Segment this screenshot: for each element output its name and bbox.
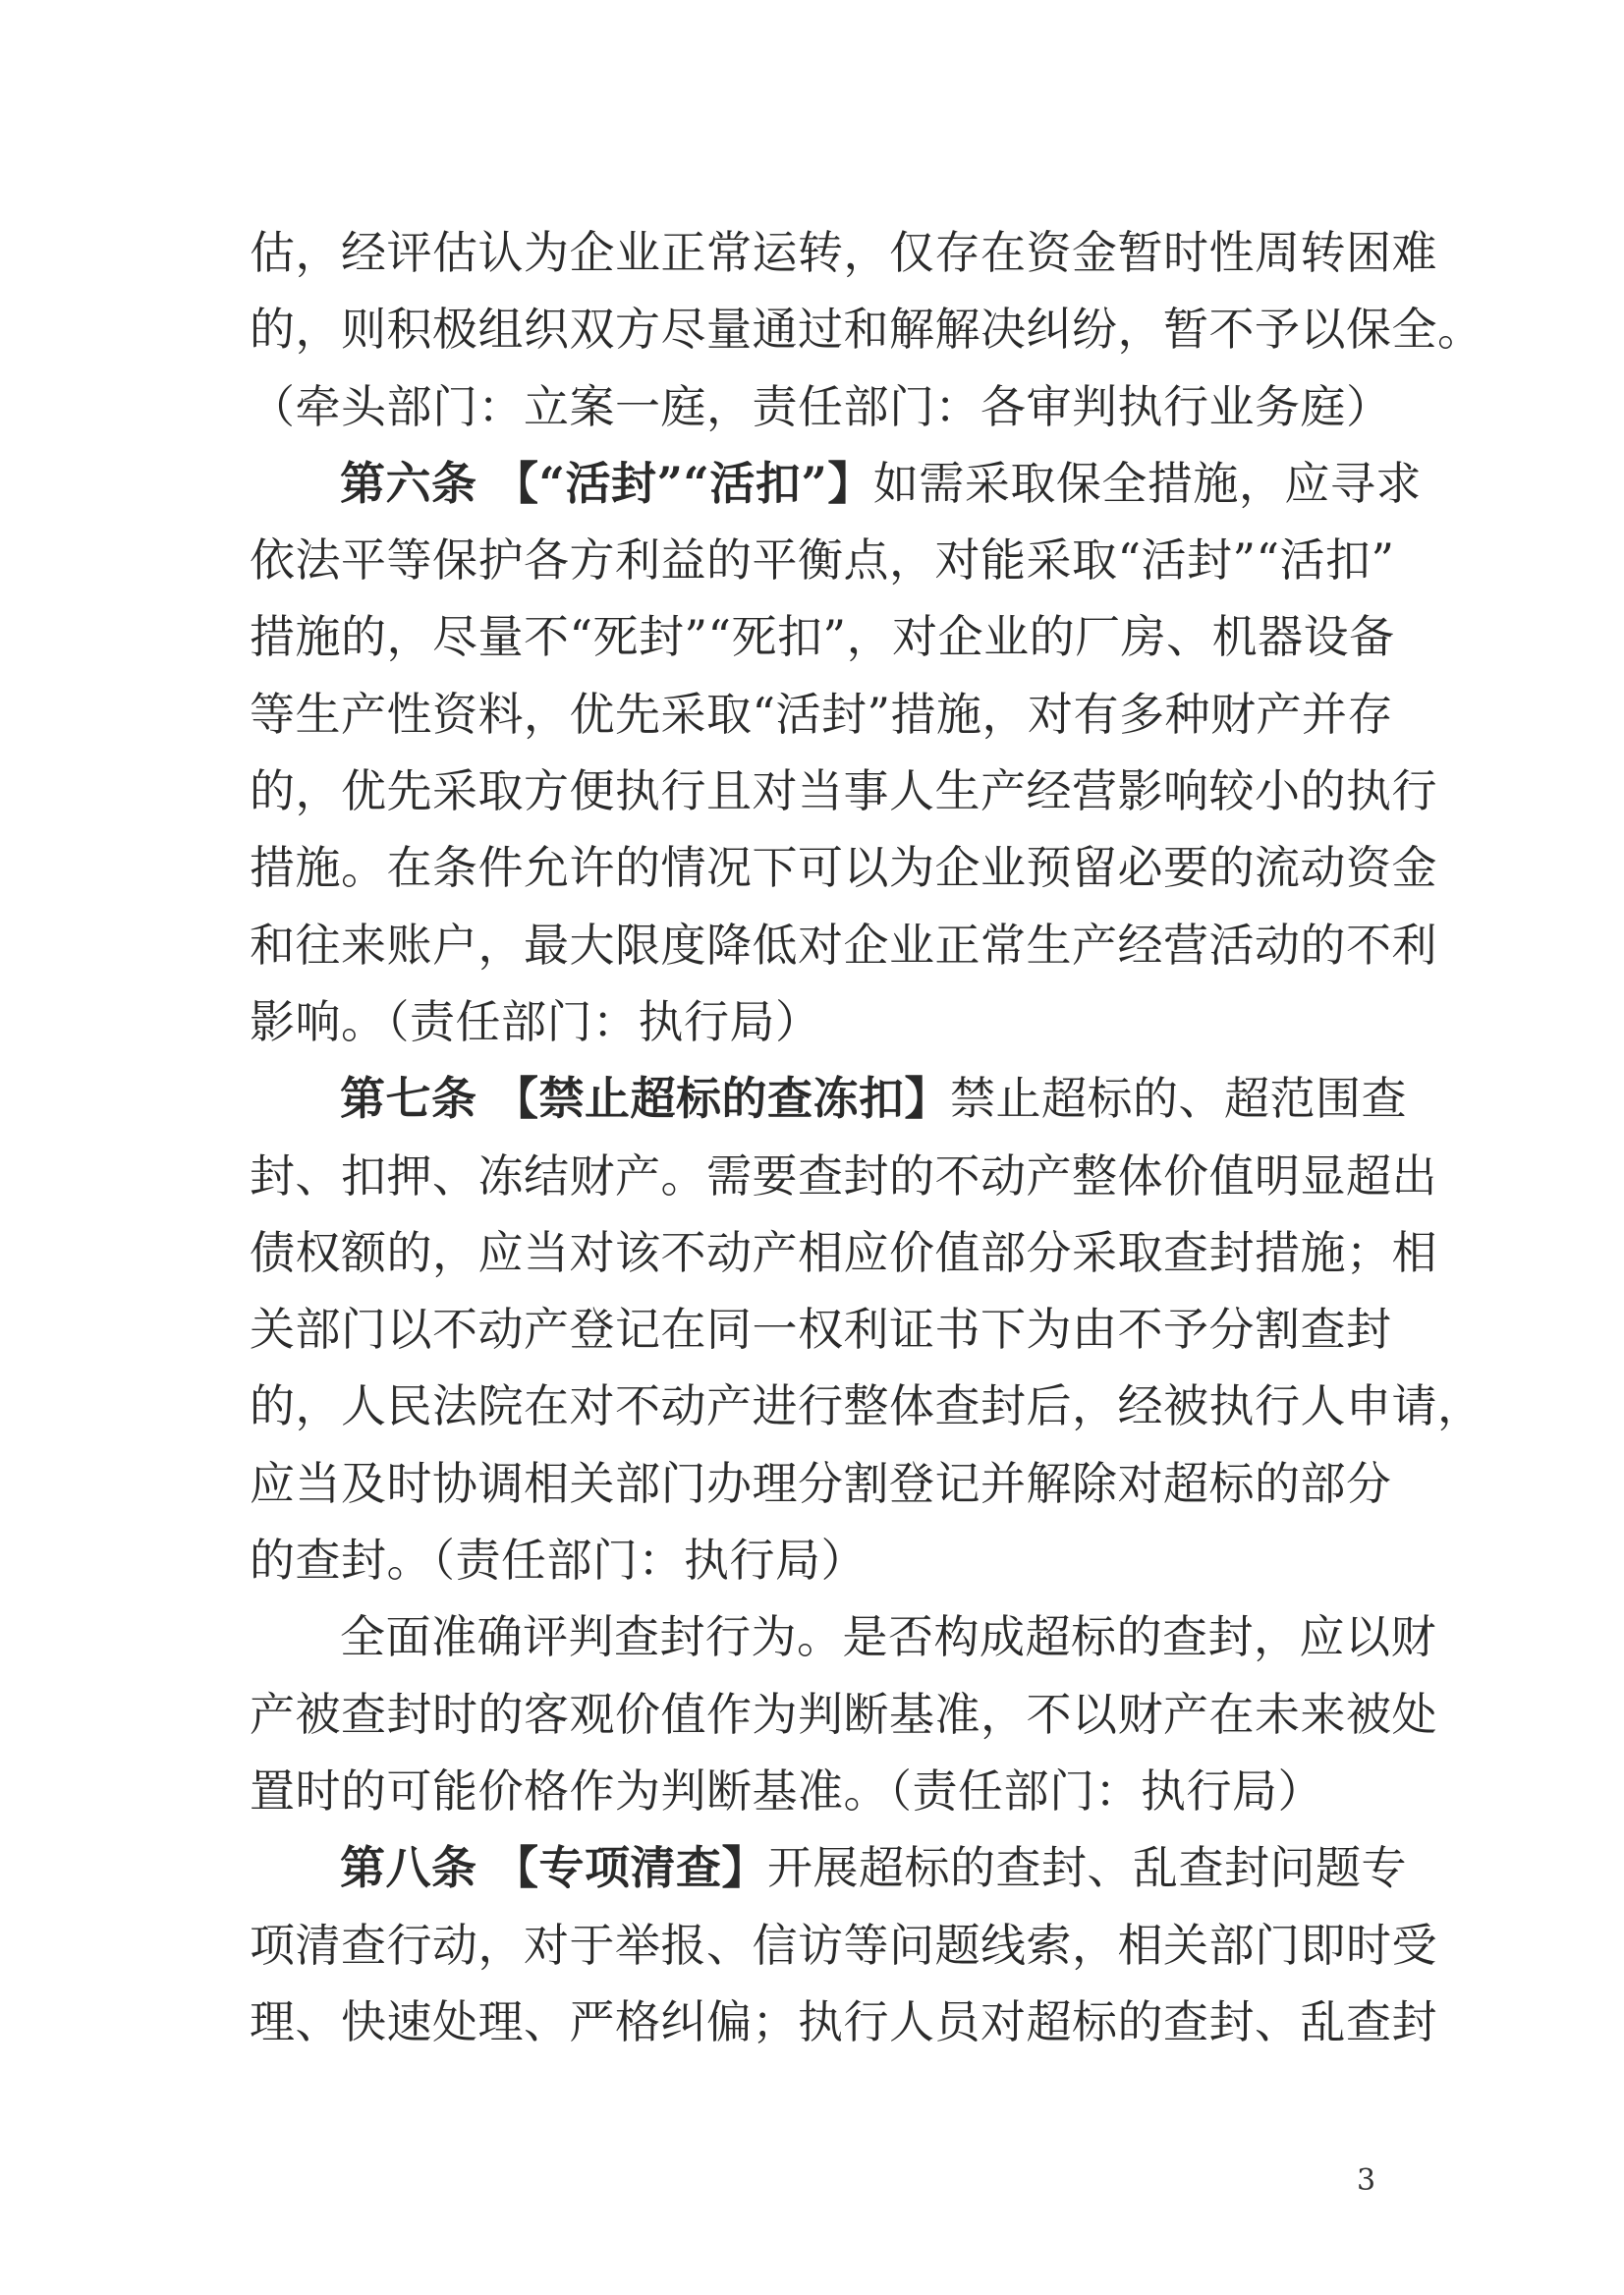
article-6-heading: 第六条 【“活封”“活扣”】 <box>340 456 873 510</box>
text-line: 影响。（责任部门：执行局） <box>250 994 821 1048</box>
text-line: 理、快速处理、严格纠偏；执行人员对超标的查封、乱查封 <box>250 1994 1437 2048</box>
text-line: 的，人民法院在对不动产进行整体查封后，经被执行人申请， <box>250 1379 1484 1433</box>
body-text <box>250 214 1484 2060</box>
text-line: 产被查封时的客观价值作为判断基准，不以财产在未来被处 <box>250 1687 1437 1741</box>
article-7-first-line <box>250 1060 1408 1137</box>
text-line: 项清查行动，对于举报、信访等问题线索，相关部门即时受 <box>250 1918 1437 1972</box>
text-segment: 开展超标的查封、乱查封问题专 <box>767 1841 1408 1895</box>
text-line: 封、扣押、冻结财产。需要查封的不动产整体价值明显超出 <box>250 1148 1437 1203</box>
article-6-first-line <box>250 445 1422 522</box>
article-8-first-line <box>250 1829 1408 1906</box>
article-8-heading: 第八条 【专项清查】 <box>340 1841 768 1895</box>
text-line: 依法平等保护各方利益的平衡点，对能采取“活封”“活扣” <box>250 533 1395 588</box>
article-7-heading: 第七条 【禁止超标的查冻扣】 <box>340 1072 951 1126</box>
text-segment: 如需采取保全措施，应寻求 <box>872 456 1422 510</box>
text-line: 的查封。（责任部门：执行局） <box>250 1534 867 1588</box>
text-line: 的，优先采取方便执行且对当事人生产经营影响较小的执行 <box>250 764 1437 818</box>
text-line: 应当及时协调相关部门办理分割登记并解除对超标的部分 <box>250 1456 1392 1510</box>
page-number: 3 <box>1357 2163 1376 2198</box>
text-line: 全面准确评判查封行为。是否构成超标的查封，应以财 <box>340 1610 1436 1664</box>
text-line: 债权额的，应当对该不动产相应价值部分采取查封措施；相 <box>250 1225 1437 1279</box>
text-line: 置时的可能价格作为判断基准。（责任部门：执行局） <box>250 1763 1323 1818</box>
text-line: 措施。在条件允许的情况下可以为企业预留必要的流动资金 <box>250 841 1437 895</box>
text-line: 等生产性资料，优先采取“活封”措施，对有多种财产并存 <box>250 687 1394 741</box>
text-line: 措施的，尽量不“死封”“死扣”，对企业的厂房、机器设备 <box>250 610 1395 664</box>
text-segment: 禁止超标的、超范围查 <box>950 1072 1408 1126</box>
text-line: （牵头部门：立案一庭，责任部门：各审判执行业务庭） <box>250 379 1392 433</box>
text-line: 估，经评估认为企业正常运转，仅存在资金暂时性周转困难 <box>250 226 1437 279</box>
text-line: 的，则积极组织双方尽量通过和解解决纠纷，暂不予以保全。 <box>250 303 1484 357</box>
text-line: 关部门以不动产登记在同一权利证书下为由不予分割查封 <box>250 1303 1392 1357</box>
text-line: 和往来账户，最大限度降低对企业正常生产经营活动的不利 <box>250 918 1437 972</box>
